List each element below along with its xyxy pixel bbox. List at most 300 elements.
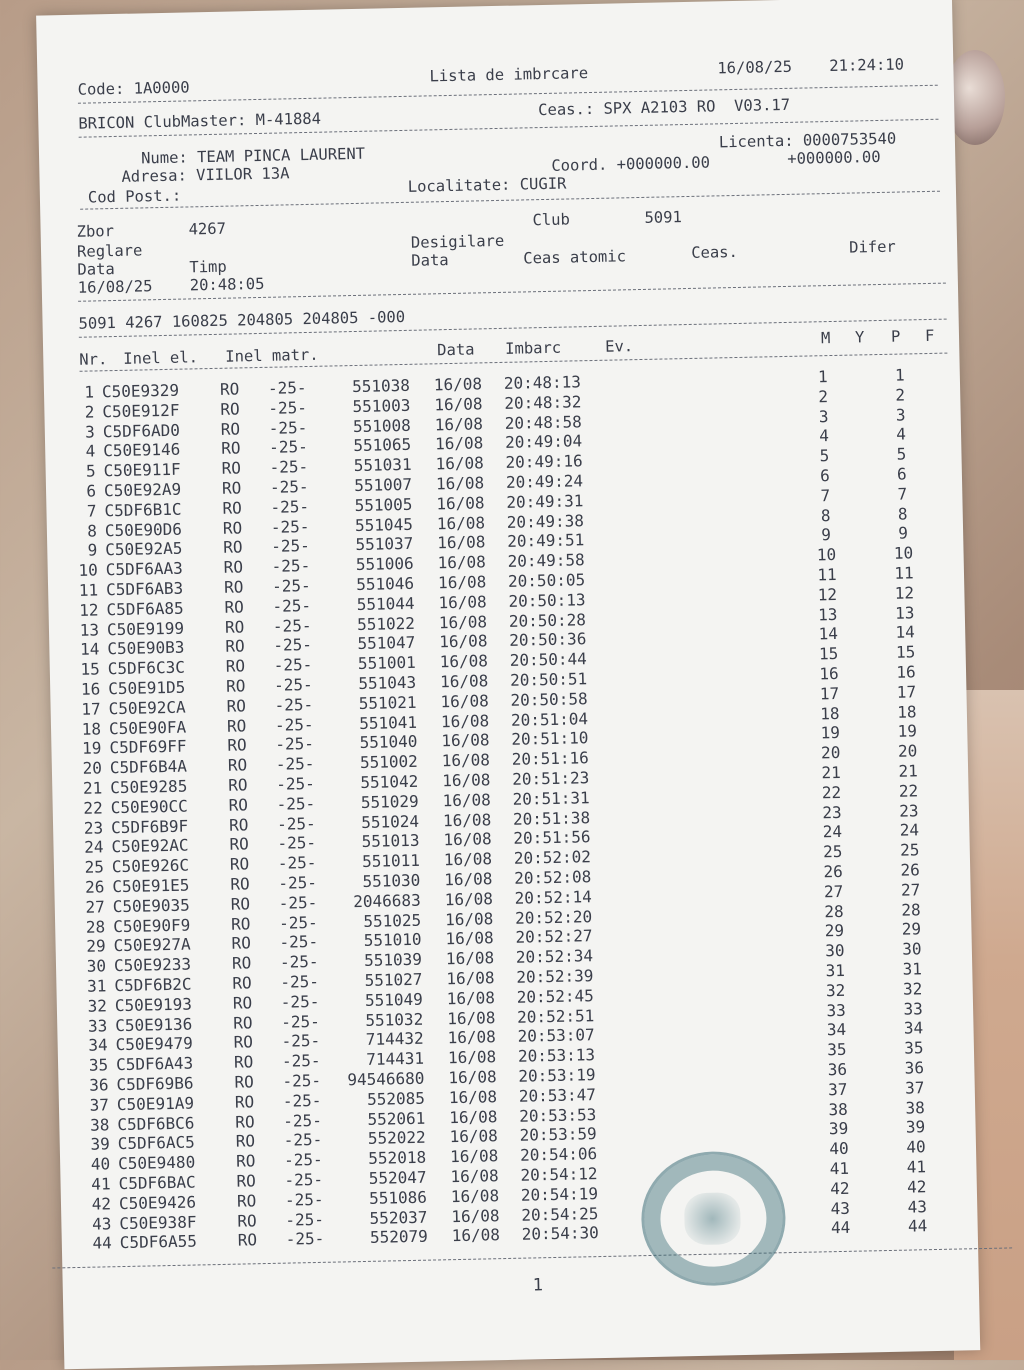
row-number: 16 <box>80 679 101 699</box>
arrival-date: 16/08 <box>451 1205 500 1226</box>
m-value: 22 <box>821 782 842 803</box>
arrival-time: 20:51:23 <box>511 768 590 789</box>
electronic-ring: C5DF6B4A <box>109 756 188 778</box>
m-value: 9 <box>821 525 832 545</box>
arrival-time: 20:48:13 <box>503 372 582 393</box>
electronic-ring: C50E90D6 <box>104 519 183 540</box>
country-code: RO <box>227 735 247 756</box>
country-code: RO <box>228 795 249 815</box>
f-value: 28 <box>901 899 921 920</box>
m-value: 43 <box>830 1198 851 1218</box>
arrival-time: 20:49:24 <box>505 471 584 492</box>
arrival-date: 16/08 <box>444 908 494 929</box>
arrival-date: 16/08 <box>438 611 488 632</box>
country-code: RO <box>225 656 246 676</box>
row-number: 35 <box>88 1055 109 1075</box>
row-number: 29 <box>86 936 106 957</box>
arrival-date: 16/08 <box>436 493 485 514</box>
f-value: 32 <box>902 979 923 999</box>
arrival-date: 16/08 <box>436 512 486 533</box>
row-number: 25 <box>84 857 105 877</box>
electronic-ring: C50E9193 <box>114 994 193 1015</box>
row-number: 19 <box>81 738 102 759</box>
m-value: 7 <box>820 485 831 506</box>
arrival-date: 16/08 <box>437 552 487 573</box>
row-number: 38 <box>89 1114 110 1135</box>
country-code: RO <box>233 1032 254 1053</box>
arrival-date: 16/08 <box>450 1166 499 1187</box>
electronic-ring: C5DF6A85 <box>106 598 184 620</box>
row-number: 32 <box>87 996 108 1016</box>
f-value: 35 <box>904 1038 924 1058</box>
arrival-time: 20:53:47 <box>518 1084 597 1106</box>
m-value: 14 <box>818 624 839 644</box>
col-y: Y <box>854 328 865 347</box>
arrival-time: 20:53:13 <box>517 1045 596 1066</box>
electronic-ring: C50E9285 <box>110 776 188 798</box>
arrival-date: 16/08 <box>433 374 483 395</box>
ring-year: -25- <box>275 734 315 755</box>
f-value: 12 <box>894 583 915 603</box>
col-inel-el: Inel el. <box>123 348 199 368</box>
country-code: RO <box>224 616 245 637</box>
ring-year: -25- <box>284 1169 324 1190</box>
electronic-ring: C50E90F9 <box>112 915 191 936</box>
country-code: RO <box>235 1151 256 1171</box>
row-number: 26 <box>84 877 105 897</box>
arrival-time: 20:52:08 <box>514 867 592 888</box>
divider <box>78 85 938 104</box>
ring-year: -25- <box>273 635 313 656</box>
electronic-ring: C5DF6BAC <box>118 1172 196 1194</box>
ring-year: -25- <box>278 892 318 913</box>
ring-year: -25- <box>278 872 318 893</box>
ring-serial: 551086 <box>368 1187 428 1208</box>
ring-serial: 551042 <box>360 771 419 792</box>
country-code: RO <box>234 1092 255 1112</box>
m-value: 37 <box>827 1079 848 1100</box>
country-code: RO <box>226 696 247 716</box>
country-code: RO <box>229 834 249 855</box>
arrival-time: 20:53:07 <box>517 1025 595 1047</box>
row-number: 12 <box>79 600 99 620</box>
ring-year: -25- <box>273 674 313 695</box>
m-value: 2 <box>818 386 829 407</box>
ring-serial: 551022 <box>356 613 416 634</box>
ring-serial: 552037 <box>369 1207 428 1228</box>
arrival-time: 20:49:38 <box>506 510 585 532</box>
country-code: RO <box>221 458 242 478</box>
f-value: 29 <box>901 919 922 940</box>
f-value: 2 <box>895 385 906 405</box>
ring-year: -25- <box>267 378 307 398</box>
m-value: 16 <box>819 663 839 684</box>
ring-serial: 551046 <box>356 573 415 595</box>
arrival-date: 16/08 <box>446 1007 496 1028</box>
ring-serial: 551027 <box>364 969 423 990</box>
m-value: 25 <box>822 842 843 862</box>
country-code: RO <box>236 1191 257 1211</box>
electronic-ring: C5DF6AB3 <box>105 578 184 600</box>
ring-year: -25- <box>276 773 315 794</box>
row-number: 37 <box>89 1095 110 1115</box>
m-value: 30 <box>825 941 845 961</box>
m-value: 6 <box>819 466 830 486</box>
f-value: 15 <box>895 642 916 662</box>
club-value: 5091 <box>644 208 682 227</box>
country-code: RO <box>233 1052 254 1072</box>
m-value: 3 <box>818 406 829 426</box>
country-code: RO <box>226 715 247 736</box>
row-number: 10 <box>78 560 98 581</box>
f-value: 37 <box>904 1078 925 1098</box>
row-number: 13 <box>79 620 100 640</box>
arrival-time: 20:54:25 <box>521 1203 599 1225</box>
arrival-date: 16/08 <box>437 532 486 553</box>
arrival-date: 16/08 <box>444 889 494 910</box>
m-value: 40 <box>829 1139 849 1159</box>
arrival-time: 20:49:16 <box>505 451 583 473</box>
m-value: 38 <box>828 1099 848 1119</box>
row-number: 8 <box>87 521 98 541</box>
ring-serial: 551002 <box>359 751 419 773</box>
arrival-time: 20:51:04 <box>510 708 589 730</box>
electronic-ring: C5DF6B1C <box>104 499 182 521</box>
row-number: 36 <box>89 1075 109 1095</box>
ring-year: -25- <box>281 1011 320 1032</box>
ring-serial: 551043 <box>358 672 417 693</box>
ring-year: -25- <box>269 437 308 458</box>
arrival-time: 20:54:30 <box>521 1223 599 1245</box>
country-code: RO <box>235 1131 256 1152</box>
ring-serial: 551041 <box>358 712 418 733</box>
ring-serial: 551006 <box>355 553 414 575</box>
ring-year: -25- <box>281 1031 321 1052</box>
row-number: 9 <box>87 540 98 561</box>
row-number: 4 <box>85 441 96 462</box>
electronic-ring: C50E9329 <box>101 380 180 402</box>
country-code: RO <box>221 438 241 459</box>
m-value: 19 <box>820 723 841 743</box>
country-code: RO <box>233 1012 253 1033</box>
electronic-ring: C50E90CC <box>110 796 188 817</box>
ring-year: -25- <box>269 476 309 497</box>
license-text: Licenta: 0000753540 <box>718 129 897 152</box>
m-value: 21 <box>821 762 841 783</box>
f-value: 13 <box>894 602 915 623</box>
electronic-ring: C50E9480 <box>117 1152 196 1174</box>
ring-serial: 551044 <box>356 593 415 614</box>
electronic-ring: C5DF6A43 <box>115 1053 194 1075</box>
f-value: 21 <box>898 761 918 781</box>
row-number: 20 <box>82 758 103 778</box>
arrival-date: 16/08 <box>437 572 487 593</box>
ring-year: -25- <box>271 556 311 576</box>
ring-year: -25- <box>276 793 316 814</box>
f-value: 33 <box>903 998 923 1019</box>
f-value: 11 <box>894 563 914 583</box>
arrival-time: 20:53:19 <box>518 1065 596 1086</box>
arrival-time: 20:48:32 <box>504 392 582 413</box>
ring-year: -25- <box>277 833 317 854</box>
clubmaster-text: BRICON ClubMaster: M-41884 <box>78 109 322 133</box>
m-value: 31 <box>825 960 846 981</box>
electronic-ring: C5DF6AD0 <box>102 420 181 441</box>
m-value: 33 <box>826 1000 846 1020</box>
arrival-time: 20:54:12 <box>520 1164 598 1185</box>
electronic-ring: C50E926C <box>111 855 190 877</box>
row-number: 30 <box>86 956 107 976</box>
ring-year: -25- <box>283 1110 323 1131</box>
row-number: 40 <box>90 1154 111 1174</box>
ring-serial: 551029 <box>360 791 419 812</box>
ring-year: -25- <box>278 912 318 933</box>
arrival-date: 16/08 <box>447 1047 497 1068</box>
reglare-time: 20:48:05 <box>189 274 265 295</box>
arrival-date: 16/08 <box>440 710 490 731</box>
f-value: 10 <box>893 543 914 563</box>
code-text: Code: 1A0000 <box>77 78 190 99</box>
ring-year: -25- <box>276 813 316 834</box>
ring-year: -25- <box>285 1209 325 1230</box>
arrival-date: 16/08 <box>447 1027 496 1048</box>
m-value: 1 <box>817 367 828 387</box>
print-date: 16/08/25 <box>717 57 793 78</box>
ring-serial: 551025 <box>363 910 422 931</box>
country-code: RO <box>232 973 252 993</box>
country-code: RO <box>220 419 241 439</box>
arrival-time: 20:49:58 <box>507 550 585 572</box>
arrival-time: 20:53:53 <box>519 1104 597 1126</box>
arrival-time: 20:49:31 <box>506 491 584 512</box>
country-code: RO <box>219 379 240 399</box>
row-number: 22 <box>83 798 103 818</box>
arrival-date: 16/08 <box>445 948 495 969</box>
arrival-date: 16/08 <box>450 1185 500 1206</box>
f-value: 41 <box>906 1157 927 1177</box>
country-code: RO <box>230 894 251 914</box>
f-value: 7 <box>897 484 908 504</box>
arrival-date: 16/08 <box>449 1126 499 1147</box>
reglare-date: 16/08/25 <box>77 277 153 297</box>
ring-year: -25- <box>272 595 312 616</box>
electronic-ring: C5DF6B2C <box>114 974 192 996</box>
m-value: 41 <box>829 1158 850 1179</box>
ring-year: -25- <box>283 1130 323 1151</box>
electronic-ring: C50E91A9 <box>116 1093 195 1114</box>
ring-year: -25- <box>275 754 315 774</box>
arrival-time: 20:50:28 <box>508 609 587 631</box>
col-imbarc: Imbarc <box>504 338 562 358</box>
arrival-time: 20:50:36 <box>509 629 587 651</box>
ring-year: -25- <box>285 1229 325 1250</box>
ring-year: -25- <box>282 1070 322 1091</box>
country-code: RO <box>225 636 245 657</box>
m-value: 11 <box>817 564 837 585</box>
country-code: RO <box>223 537 243 558</box>
f-value: 5 <box>896 444 907 464</box>
electronic-ring: C50E9199 <box>106 618 185 639</box>
f-value: 42 <box>906 1177 927 1197</box>
arrival-time: 20:51:10 <box>511 728 589 750</box>
arrival-date: 16/08 <box>442 809 492 830</box>
f-value: 9 <box>898 523 909 544</box>
electronic-ring: C50E91D5 <box>108 677 186 699</box>
country-code: RO <box>222 498 242 518</box>
electronic-ring: C50E9035 <box>112 895 191 916</box>
m-value: 17 <box>819 683 840 704</box>
country-code: RO <box>228 775 248 795</box>
flight-label: Zbor <box>76 222 115 241</box>
country-code: RO <box>229 854 250 874</box>
row-number: 11 <box>78 580 99 600</box>
m-value: 39 <box>828 1119 849 1139</box>
m-value: 26 <box>823 861 844 882</box>
ring-serial: 551030 <box>362 870 421 891</box>
row-number: 5 <box>85 461 96 481</box>
m-value: 42 <box>829 1178 850 1199</box>
coord2-text: +000000.00 <box>787 147 881 168</box>
code-line: 5091 4267 160825 204805 204805 -000 <box>78 307 406 333</box>
f-value: 16 <box>896 662 916 682</box>
country-code: RO <box>227 755 248 775</box>
row-number: 27 <box>85 897 105 917</box>
ring-serial: 551013 <box>361 831 420 852</box>
f-value: 39 <box>905 1117 926 1138</box>
m-value: 15 <box>818 644 839 664</box>
arrival-time: 20:50:05 <box>507 570 586 591</box>
f-value: 36 <box>904 1058 925 1078</box>
country-code: RO <box>225 676 246 696</box>
electronic-ring: C50E9146 <box>103 440 181 461</box>
f-value: 17 <box>896 682 917 702</box>
m-value: 4 <box>819 426 830 446</box>
arrival-date: 16/08 <box>438 592 487 613</box>
ring-serial: 552085 <box>366 1088 426 1109</box>
ring-year: -25- <box>282 1090 322 1111</box>
ring-year: -25- <box>277 853 317 873</box>
col-nr: Nr. <box>79 350 108 369</box>
atomic-clock-label: Ceas atomic <box>523 247 627 268</box>
ring-serial: 551038 <box>351 375 411 397</box>
arrival-time: 20:52:02 <box>513 847 592 868</box>
ring-year: -25- <box>279 952 319 972</box>
col-data: Data <box>437 340 475 360</box>
ring-year: -25- <box>274 714 314 735</box>
row-number: 14 <box>79 639 100 660</box>
address-text: Adresa: VIILOR 13A <box>121 164 290 186</box>
col-inel-matr: Inel matr. <box>225 345 319 366</box>
reglare-label: Reglare <box>76 241 143 261</box>
ring-year: -25- <box>270 516 310 537</box>
ring-year: -25- <box>270 496 310 517</box>
ring-year: -25- <box>271 536 310 557</box>
ring-serial: 551024 <box>361 811 420 832</box>
arrival-date: 16/08 <box>440 691 489 712</box>
arrival-time: 20:54:06 <box>519 1144 598 1165</box>
arrival-time: 20:52:45 <box>516 985 595 1007</box>
difer-label: Difer <box>848 237 896 257</box>
f-value: 3 <box>895 405 906 425</box>
ring-serial: 714431 <box>366 1048 425 1070</box>
desigilare-label: Desigilare <box>410 231 505 252</box>
ring-serial: 551021 <box>358 692 417 713</box>
electronic-ring: C50E9479 <box>115 1033 193 1055</box>
ring-serial: 552061 <box>367 1108 426 1129</box>
ring-serial: 551001 <box>357 652 416 674</box>
row-number: 33 <box>87 1015 108 1036</box>
country-code: RO <box>236 1171 257 1191</box>
col-f: F <box>924 326 935 346</box>
data2-label: Data <box>411 251 449 270</box>
m-value: 35 <box>827 1040 847 1060</box>
arrival-time: 20:49:04 <box>504 431 583 453</box>
stamp-emblem <box>684 1192 741 1245</box>
electronic-ring: C50E92CA <box>108 697 186 719</box>
row-number: 3 <box>84 422 96 442</box>
ring-serial: 551005 <box>354 494 413 515</box>
electronic-ring: C5DF6AC5 <box>117 1132 195 1154</box>
arrival-time: 20:51:31 <box>512 787 590 809</box>
arrival-date: 16/08 <box>441 750 491 771</box>
club-stamp <box>640 1150 787 1287</box>
country-code: RO <box>224 597 244 617</box>
ring-serial: 551003 <box>352 395 411 416</box>
arrival-time: 20:49:51 <box>507 530 585 552</box>
ring-serial: 552079 <box>369 1227 428 1248</box>
coord-text: Coord. +000000.00 <box>551 153 711 175</box>
arrival-time: 20:50:51 <box>509 669 588 690</box>
arrival-time: 20:50:58 <box>510 688 588 710</box>
m-value: 18 <box>820 703 840 723</box>
arrival-date: 16/08 <box>448 1067 497 1088</box>
arrival-time: 20:54:19 <box>520 1183 599 1205</box>
arrival-time: 20:52:14 <box>514 886 592 908</box>
electronic-ring: C50E92AC <box>111 835 189 857</box>
electronic-ring: C5DF6A55 <box>119 1231 198 1253</box>
electronic-ring: C50E90B3 <box>107 638 185 659</box>
club-label: Club <box>532 210 571 230</box>
country-code: RO <box>237 1230 258 1251</box>
electronic-ring: C50E9233 <box>113 954 192 976</box>
country-code: RO <box>223 557 244 577</box>
arrival-date: 16/08 <box>439 651 489 672</box>
arrival-date: 16/08 <box>434 413 484 434</box>
arrival-date: 16/08 <box>442 770 491 791</box>
country-code: RO <box>235 1111 255 1132</box>
electronic-ring: C50E9136 <box>115 1014 193 1035</box>
ring-year: -25- <box>268 397 308 418</box>
ring-year: -25- <box>272 615 312 636</box>
country-code: RO <box>230 913 251 934</box>
f-value: 44 <box>907 1216 928 1236</box>
arrival-time: 20:51:16 <box>511 748 590 769</box>
arrival-time: 20:51:56 <box>513 827 591 849</box>
clock-text: Ceas.: SPX A2103 RO V03.17 <box>538 95 791 120</box>
row-number: 17 <box>81 699 101 719</box>
ring-serial: 552047 <box>368 1167 427 1188</box>
country-code: RO <box>222 517 243 538</box>
row-number: 28 <box>85 916 106 937</box>
m-value: 29 <box>824 921 845 941</box>
locality-text: Localitate: CUGIR <box>407 174 567 196</box>
arrival-date: 16/08 <box>443 849 493 870</box>
ring-serial: 551010 <box>363 930 422 951</box>
flight-value: 4267 <box>188 219 227 239</box>
ring-serial: 552018 <box>368 1147 427 1169</box>
m-value: 36 <box>827 1059 848 1080</box>
row-number: 42 <box>91 1194 112 1214</box>
